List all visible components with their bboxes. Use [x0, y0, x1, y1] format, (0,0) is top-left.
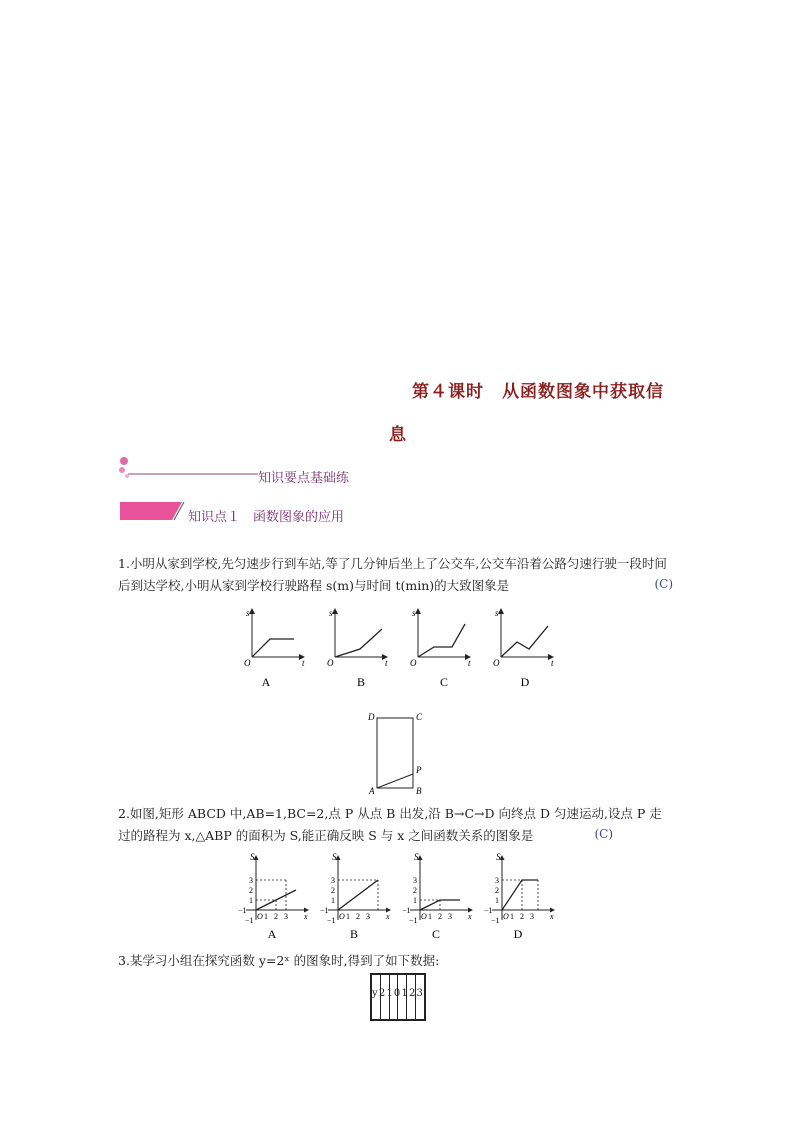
q1b-origin: O	[327, 658, 334, 668]
q2b-x-label: x	[386, 912, 390, 921]
q1-graph-a	[244, 608, 305, 689]
q1a-y-label: s	[246, 608, 250, 618]
q2a-tick-y2: 2	[249, 886, 253, 895]
q2a-tick-x3: 3	[284, 912, 288, 921]
q2a-origin: O	[257, 912, 263, 921]
q1-option-a: A	[261, 675, 271, 689]
q2b-tick-y1: 1	[331, 896, 335, 905]
q2c-tick-x3: 3	[448, 912, 452, 921]
question-1	[118, 553, 673, 597]
q1d-x-label: t	[551, 658, 554, 668]
q1d-origin: O	[493, 658, 500, 668]
rect-label-p: P	[416, 765, 422, 775]
q2-option-d: D	[513, 927, 523, 941]
q1b-x-label: t	[385, 658, 388, 668]
question-2-text: 2.如图,矩形 ABCD 中,AB=1,BC=2,点 P 从点 B 出发,沿 B→C→D 向终点 D 匀速运动,设点 P 走过的路程为 x,△ABP 的面积为 S,能正确反映 S 与 x 之间函数关系的图象是	[118, 806, 662, 843]
q2d-tick-x2: 2	[520, 912, 524, 921]
section-basics-label: 知识要点基础练	[258, 471, 350, 486]
q2d-tick-x3: 3	[530, 912, 534, 921]
q2d-x-label: x	[550, 912, 554, 921]
rect-label-b: B	[416, 786, 422, 794]
q2c-tick-x1: 1	[428, 912, 432, 921]
q2d-tick-y2: 2	[495, 886, 499, 895]
q1c-x-label: t	[468, 658, 471, 668]
q2c-tick-x2: 2	[438, 912, 442, 921]
q1-option-c: C	[439, 675, 449, 689]
q1-graph-b	[327, 608, 388, 689]
q1-option-d: D	[520, 675, 530, 689]
rect-label-a: A	[369, 786, 375, 794]
q1-graph-c	[410, 608, 471, 689]
lesson-title-line1: 第４课时 从函数图象中获取信	[412, 382, 664, 402]
q2d-tick-x1: 1	[510, 912, 514, 921]
question-1-answer: (C)	[654, 577, 673, 591]
q2-graph-a	[238, 852, 308, 941]
q2c-y-label: S	[414, 852, 419, 862]
q2-option-c: C	[431, 927, 441, 941]
q1d-y-label: s	[495, 608, 499, 618]
knowledge-point-bar	[120, 502, 190, 520]
q2a-tick-x2: 2	[274, 912, 278, 921]
q2d-tick-x-neg1: −1	[484, 906, 493, 915]
q2d-tick-y3: 3	[495, 876, 499, 885]
q2c-tick-y-neg1: −1	[409, 916, 418, 925]
q1-option-b: B	[356, 675, 366, 689]
q2-option-b: B	[349, 927, 359, 941]
q1-graph-d	[493, 608, 554, 689]
q2a-tick-x1: 1	[264, 912, 268, 921]
lesson-title-line2: 息	[389, 425, 407, 445]
q2d-y-label: S	[496, 852, 501, 862]
rect-label-c: C	[416, 712, 423, 722]
q2c-x-label: x	[468, 912, 472, 921]
question-2-rectangle-figure	[365, 708, 430, 794]
question-2	[118, 803, 673, 847]
q2c-tick-y3: 3	[413, 876, 417, 885]
q2a-tick-y3: 3	[249, 876, 253, 885]
q2-option-a: A	[267, 927, 277, 941]
q2c-tick-y1: 1	[413, 896, 417, 905]
q2c-tick-x-neg1: −1	[402, 906, 411, 915]
q1a-origin: O	[244, 658, 251, 668]
q2b-tick-y-neg1: −1	[327, 916, 336, 925]
q2b-tick-y2: 2	[331, 886, 335, 895]
q2a-tick-x-neg1: −1	[238, 906, 247, 915]
q2d-origin: O	[503, 912, 509, 921]
q2b-origin: O	[339, 912, 345, 921]
q2b-y-label: S	[332, 852, 337, 862]
section-decoration	[118, 456, 263, 482]
q2b-tick-x-neg1: −1	[320, 906, 329, 915]
q2a-x-label: x	[304, 912, 308, 921]
q2b-tick-x2: 2	[356, 912, 360, 921]
question-3-text: 3.某学习小组在探究函数 y=2ˣ 的图象时,得到了如下数据:	[118, 953, 440, 968]
q2a-tick-y-neg1: −1	[245, 916, 254, 925]
rect-label-d: D	[368, 712, 375, 722]
q2d-tick-y1: 1	[495, 896, 499, 905]
question-2-answer: (C)	[594, 827, 613, 841]
question-1-graphs	[232, 604, 562, 694]
q2b-tick-x3: 3	[366, 912, 370, 921]
q1b-y-label: s	[329, 608, 333, 618]
knowledge-point-label: 知识点１ 函数图象的应用	[188, 510, 345, 525]
q3-table-text: y 2 1 0 1 2 3	[372, 988, 422, 999]
q2a-y-label: S	[250, 852, 255, 862]
question-3	[118, 950, 673, 972]
q2-graph-d	[484, 852, 554, 941]
q2c-origin: O	[421, 912, 427, 921]
q1c-y-label: s	[412, 608, 416, 618]
q2-graph-c	[402, 852, 472, 941]
q2a-tick-y1: 1	[249, 896, 253, 905]
question-1-text: 1.小明从家到学校,先匀速步行到车站,等了几分钟后坐上了公交车,公交车沿着公路匀速行驶一段时间后到达学校,小明从家到学校行驶路程 s(m)与时间 t(min)的大致图象是	[118, 556, 667, 593]
q1c-origin: O	[410, 658, 417, 668]
q2b-tick-y3: 3	[331, 876, 335, 885]
q2d-tick-y-neg1: −1	[491, 916, 500, 925]
q2c-tick-y2: 2	[413, 886, 417, 895]
question-2-graphs	[236, 852, 556, 944]
q2-graph-b	[320, 852, 390, 941]
q2b-tick-x1: 1	[346, 912, 350, 921]
q1a-x-label: t	[302, 658, 305, 668]
